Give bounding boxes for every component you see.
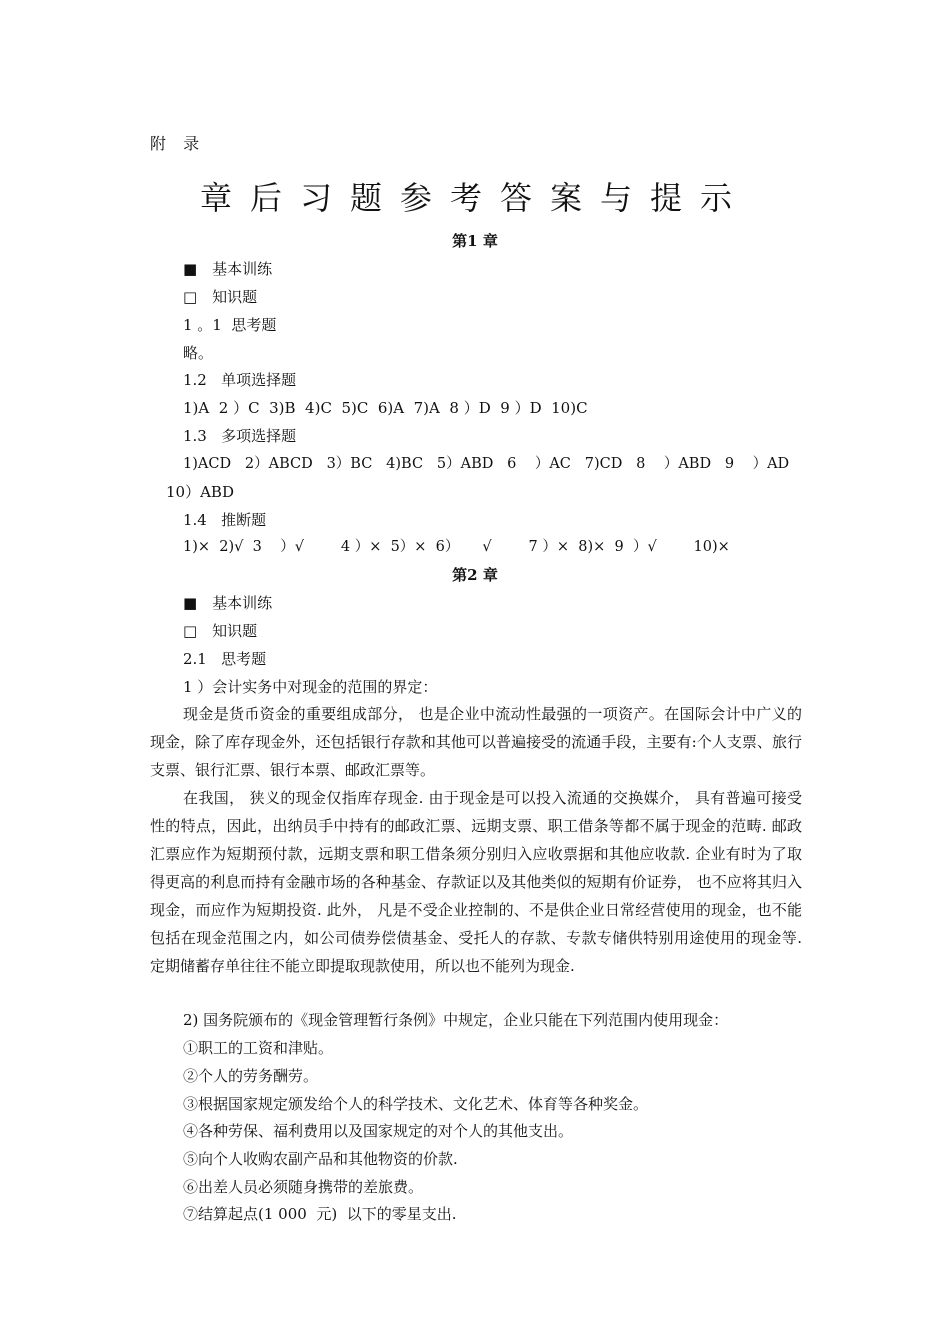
paragraph-cash-definition: 现金是货币资金的重要组成部分， 也是企业中流动性最强的一项资产。在国际会计中广义的现金，除了库存现金外，还包括银行存款和其他可以普遍接受的流通手段，主要有:个人支票、旅行支票、银行汇票、银行本票、邮政汇票等。 — [150, 705, 802, 779]
basic-training-heading: ■ 基本训练 — [183, 594, 273, 612]
knowledge-questions-heading: □ 知识题 — [183, 288, 258, 306]
list-item: ③根据国家规定颁发给个人的科学技术、文化艺术、体育等各种奖金。 — [183, 1095, 649, 1113]
page-title: 章后习题参考答案与提示 — [199, 179, 750, 217]
section-1-4-heading: 1.4 推断题 — [183, 511, 267, 529]
appendix-label: 附 录 — [150, 134, 206, 153]
section-2-1-heading: 2.1 思考题 — [183, 650, 267, 668]
basic-training-heading: ■ 基本训练 — [183, 260, 273, 278]
section-1-2-answers: 1)A 2 ）C 3)B 4)C 5)C 6)A 7)A 8 ）D 9 ）D 10)C — [183, 399, 588, 417]
paragraph-china-cash-scope: 在我国， 狭义的现金仅指库存现金. 由于现金是可以投入流通的交换媒介， 具有普遍可接受性的特点，因此，出纳员手中持有的邮政汇票、远期支票、职工借条等都不属于现金的范畴. 邮政汇票应作为短期预付款，远期支票和职工借条须分别归入应收票据和其他应收款. 企业有时为了取得更高的利息而持有金融市场的各种基金、存款证以及其他类似的短期有价证券， 也不应将其归入现金，而应作为短期投资. 此外， 凡是不受企业控制的、不是供企业日常经营使用的现金，也不能包括在现金范围之内，如公司债券偿债基金、受托人的存款、专款专储供特别用途使用的现金等. 定期储蓄存单往往不能立即提取现款使用，所以也不能列为现金. — [150, 789, 802, 975]
section-1-3-answers: 1)ACD 2）ABCD 3）BC 4)BC 5）ABD 6 ）AC 7)CD 8 ）ABD 9 ）AD — [183, 456, 790, 472]
list-item: ⑦结算起点(1 000 元) 以下的零星支出. — [183, 1205, 457, 1223]
list-item: ⑤向个人收购农副产品和其他物资的价款. — [183, 1150, 458, 1168]
knowledge-questions-heading: □ 知识题 — [183, 622, 258, 640]
section-1-3-heading: 1.3 多项选择题 — [183, 427, 297, 445]
section-1-4-answers: 1)× 2)√ 3 ）√ 4 ）× 5）× 6） √ 7 ）× 8)× 9 ）√ 10)× — [183, 539, 730, 555]
list-item: ①职工的工资和津贴。 — [183, 1039, 334, 1057]
list-item: ②个人的劳务酬劳。 — [183, 1067, 319, 1085]
question-1-heading: 1 ）会计实务中对现金的范围的界定： — [183, 678, 438, 696]
section-1-2-heading: 1.2 单项选择题 — [183, 371, 297, 389]
chapter-2-heading: 第2 章 — [452, 566, 498, 584]
list-item: ⑥出差人员必须随身携带的差旅费。 — [183, 1178, 424, 1196]
question-2-heading: 2) 国务院颁布的《现金管理暂行条例》中规定，企业只能在下列范围内使用现金： — [183, 1011, 729, 1029]
list-item: ④各种劳保、福利费用以及国家规定的对个人的其他支出。 — [183, 1122, 574, 1140]
chapter-1-heading: 第1 章 — [452, 232, 498, 250]
section-1-3-answers-cont: 10）ABD — [166, 483, 234, 501]
section-1-1-answer: 略。 — [183, 344, 214, 362]
section-1-1-heading: 1 。1 思考题 — [183, 316, 277, 334]
